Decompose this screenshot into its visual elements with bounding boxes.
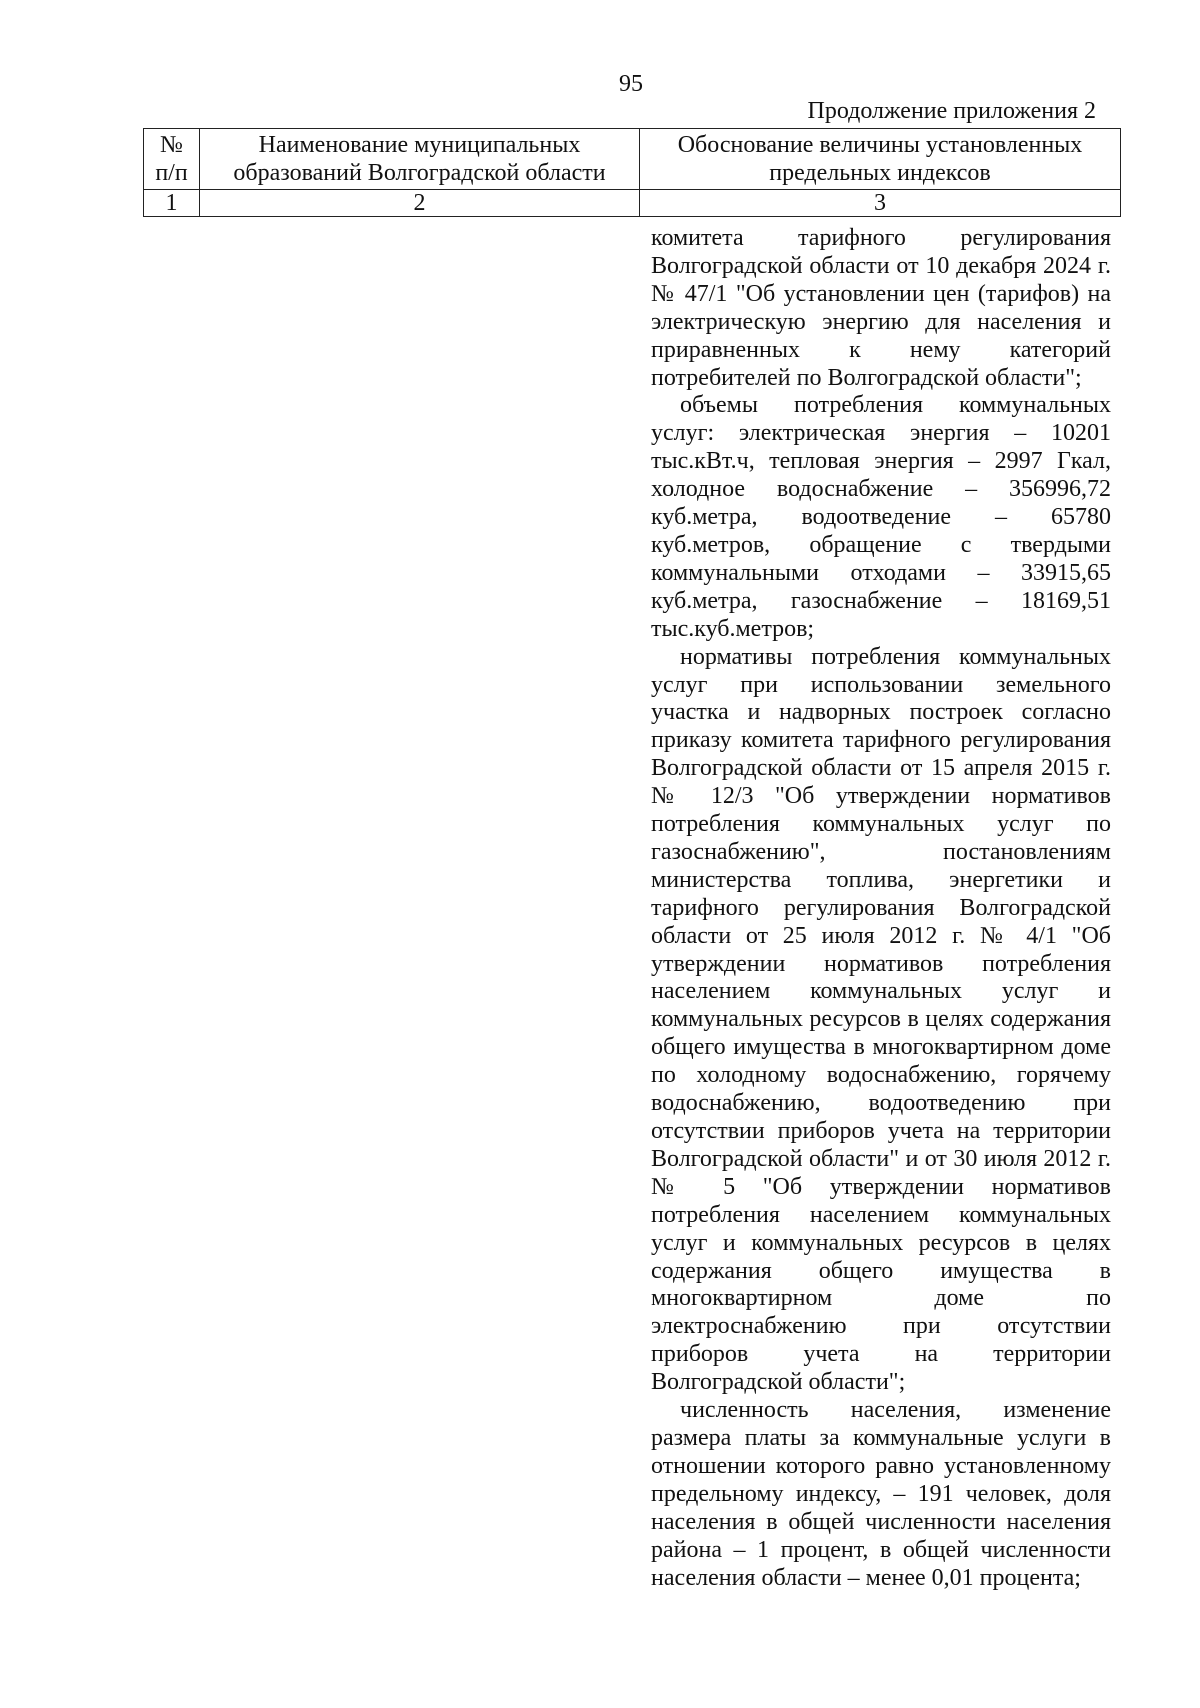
- column-number-row: [144, 190, 1121, 217]
- column-number-1: 1: [144, 190, 200, 217]
- paragraph-population: численность населения, изменение размера платы за коммунальные услуги в отношении которого равно установленному предельному индексу, – 191 человек, доля населения в общей численности населения района – 1 процент, в общей численности населения области – менее 0,01 процента;: [651, 1397, 1111, 1591]
- header-number-line1: №: [160, 132, 183, 158]
- column-number-2: 2: [200, 190, 640, 217]
- paragraph-tariff-order: комитета тарифного регулирования Волгоградской области от 10 декабря 2024 г. № 47/1 "Об установлении цен (тарифов) на электрическую энергию для населения и приравненных к нему категорий потребителей по Волгоградской области";: [651, 225, 1111, 391]
- column-number-3: 3: [640, 190, 1121, 217]
- continuation-label: Продолжение приложения 2: [807, 98, 1096, 124]
- header-municipality-line1: Наименование муниципальных: [258, 132, 581, 158]
- justification-text: [651, 225, 1111, 1592]
- header-table: [143, 128, 1121, 217]
- header-municipality-line2: образований Волгоградской области: [233, 160, 606, 186]
- header-justification-line2: предельных индексов: [769, 160, 991, 186]
- header-number-line2: п/п: [155, 160, 188, 186]
- paragraph-consumption-norms: нормативы потребления коммунальных услуг при использовании земельного участка и надворных построек согласно приказу комитета тарифного регулирования Волгоградской области от 15 апреля 2015 г. № 12/3 "Об утверждении нормативов потребления коммунальных услуг по газоснабжению", постановлениям министерства топлива, энергетики и тарифного регулирования Волгоградской области от 25 июля 2012 г. № 4/1 "Об утверждении нормативов потребления населением коммунальных услуг и коммунальных ресурсов в целях содержания общего имущества в многоквартирном доме по холодному водоснабжению, горячему водоснабжению, водоотведению при отсутствии приборов учета на территории Волгоградской области" и от 30 июля 2012 г. № 5 "Об утверждении нормативов потребления населением коммунальных услуг и коммунальных ресурсов в целях содержания общего имущества в многоквартирном доме по электроснабжению при отсутствии приборов учета на территории Волгоградской области";: [651, 643, 1111, 1396]
- header-justification-line1: Обоснование величины установленных: [677, 132, 1083, 158]
- header-cell-justification: [640, 129, 1121, 190]
- table-header-row: [144, 129, 1121, 190]
- page-number: 95: [619, 71, 643, 97]
- header-cell-number: [144, 129, 200, 190]
- header-cell-municipality: [200, 129, 640, 190]
- paragraph-consumption-volumes: объемы потребления коммунальных услуг: электрическая энергия – 10201 тыс.кВт.ч, тепловая энергия – 2997 Гкал, холодное водоснабжение – 356996,72 куб.метра, водоотведение – 65780 куб.метров, обращение с твердыми коммунальными отходами – 33915,65 куб.метра, газоснабжение – 18169,51 тыс.куб.метров;: [651, 392, 1111, 642]
